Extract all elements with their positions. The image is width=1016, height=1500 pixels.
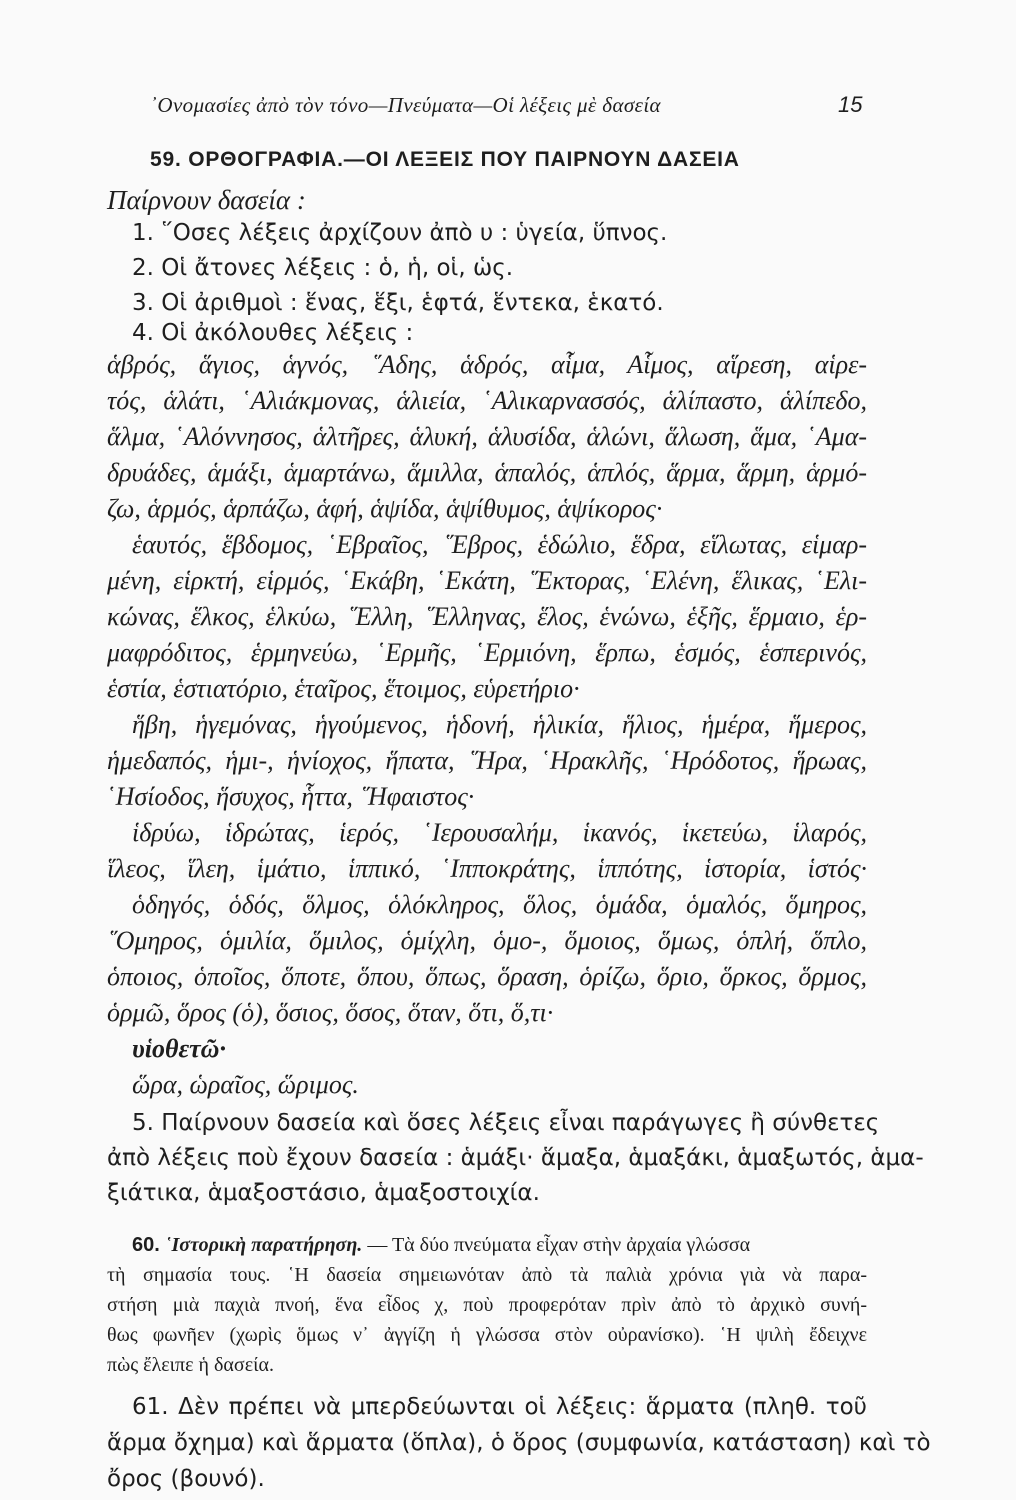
section-61-line: 61. Δὲν πρέπει νὰ μπερδεύωνται οἱ λέξεις: ἅρματα (πληθ. τοῦ [132, 1394, 867, 1420]
rule-5-line: ἀπὸ λέξεις ποὺ ἔχουν δασεία : ἁμάξι· ἅμαξα, ἁμαξάκι, ἁμαξωτός, ἁμα- [107, 1145, 924, 1171]
rule-1: 1. ῞Οσες λέξεις ἀρχίζουν ἀπὸ υ : ὑγεία, ὕπνος. [132, 220, 668, 246]
running-header: ᾿Ονομασίες ἀπὸ τὸν τόνο—Πνεύματα—Οἱ λέξεις μὲ δασεία [150, 93, 661, 117]
section-60-line: στήση μιὰ παχιὰ πνοή, ἕνα εἶδος χ, ποὺ προφερόταν πρὶν ἀπὸ τὸ ἀρχικὸ συνή- [107, 1294, 867, 1316]
word-line: ὁρμῶ, ὅρος (ὁ), ὅσιος, ὅσος, ὅταν, ὅτι, ὅ,τι· [107, 998, 554, 1027]
subheading: Παίρνουν δασεία : [107, 185, 306, 215]
section-60-number: 60. [132, 1234, 160, 1256]
rule-5-line: ξιάτικα, ἁμαξοστάσιο, ἁμαξοστοιχία. [107, 1180, 540, 1206]
rule-2: 2. Οἱ ἄτονες λέξεις : ὁ, ἡ, οἱ, ὡς. [132, 255, 514, 281]
word-line: ζω, ἁρμός, ἁρπάζω, ἁφή, ἁψίδα, ἁψίθυμος, ἁψίκορος· [107, 494, 663, 523]
word-line: κώνας, ἕλκος, ἑλκύω, ῞Ελλη, ῞Ελληνας, ἕλος, ἑνώνω, ἑξῆς, ἕρμαιο, ἑρ- [107, 602, 867, 631]
word-line: ὁποιος, ὁποῖος, ὅποτε, ὅπου, ὅπως, ὅραση, ὁρίζω, ὅριο, ὅρκος, ὅρμος, [107, 962, 867, 991]
page-number: 15 [838, 92, 863, 117]
word-line: δρυάδες, ἁμάξι, ἁμαρτάνω, ἅμιλλα, ἁπαλός, ἁπλός, ἅρμα, ἅρμη, ἁρμό- [107, 458, 867, 487]
word-line: μαφρόδιτος, ἑρμηνεύω, ῾Ερμῆς, ῾Ερμιόνη, ἕρπω, ἑσμός, ἑσπερινός, [107, 638, 867, 667]
section-59-title: 59. ΟΡΘΟΓΡΑΦΙΑ.—ΟΙ ΛΕΞΕΙΣ ΠΟΥ ΠΑΙΡΝΟΥΝ ΔΑΣΕΙΑ [150, 148, 740, 171]
section-60-heading [132, 1232, 750, 1258]
word-line: ὥρα, ὡραῖος, ὥριμος. [132, 1070, 359, 1099]
word-line: ἑστία, ἑστιατόριο, ἑταῖρος, ἕτοιμος, εὑρετήριο· [107, 674, 580, 703]
section-61-line: ὄρος (βουνό). [107, 1466, 265, 1492]
word-line: ῾Ησίοδος, ἥσυχος, ἧττα, ῞Ηφαιστος· [107, 782, 475, 811]
section-60-line: θως φωνῆεν (χωρὶς ὅμως ν᾿ ἀγγίζη ἡ γλώσσα στὸν οὐρανίσκο). ῾Η ψιλὴ ἔδειχνε [107, 1324, 867, 1346]
word-line: ἥβη, ἡγεμόνας, ἡγούμενος, ἡδονή, ἡλικία, ἥλιος, ἡμέρα, ἥμερος, [132, 710, 867, 739]
word-line: ἵλεος, ἵλεη, ἱμάτιο, ἱππικό, ῾Ιπποκράτης, ἱππότης, ἱστορία, ἱστός· [107, 854, 867, 883]
section-60-text: — Τὰ δύο πνεύματα εἶχαν στὴν ἀρχαία γλώσσα [367, 1234, 751, 1256]
word-line: ἁβρός, ἅγιος, ἁγνός, ῞Αδης, ἁδρός, αἷμα, Αἷμος, αἵρεση, αἱρε- [107, 350, 867, 379]
word-line: ὁδηγός, ὁδός, ὅλμος, ὁλόκληρος, ὅλος, ὁμάδα, ὁμαλός, ὅμηρος, [132, 890, 867, 919]
section-60-line: τὴ σημασία τους. ῾Η δασεία σημειωνόταν ἀπὸ τὰ παλιὰ χρόνια γιὰ νὰ παρα- [107, 1264, 867, 1286]
rule-3: 3. Οἱ ἀριθμοὶ : ἕνας, ἕξι, ἑφτά, ἕντεκα, ἑκατό. [132, 290, 664, 316]
word-line: μένη, εἱρκτή, εἱρμός, ῾Εκάβη, ῾Εκάτη, ῞Εκτορας, ῾Ελένη, ἕλικας, ῾Ελι- [107, 566, 867, 595]
word-line: ἅλμα, ῾Αλόννησος, ἁλτῆρες, ἁλυκή, ἁλυσίδα, ἁλώνι, ἅλωση, ἅμα, ῾Αμα- [107, 422, 867, 451]
section-60-line: πὼς ἔλειπε ἡ δασεία. [107, 1354, 274, 1376]
word-line: ἡμεδαπός, ἡμι-, ἡνίοχος, ἥπατα, ῞Ηρα, ῾Ηρακλῆς, ῾Ηρόδοτος, ἥρωας, [107, 746, 867, 775]
rule-5-line: 5. Παίρνουν δασεία καὶ ὅσες λέξεις εἶναι παράγωγες ἢ σύνθετες [132, 1110, 880, 1136]
word-line: υἱοθετῶ· [132, 1034, 226, 1063]
word-line: τός, ἁλάτι, ῾Αλιάκμονας, ἁλιεία, ῾Αλικαρνασσός, ἁλίπαστο, ἁλίπεδο, [107, 386, 867, 415]
rule-4: 4. Οἱ ἀκόλουθες λέξεις : [132, 320, 414, 346]
word-line: ἱδρύω, ἱδρώτας, ἱερός, ῾Ιερουσαλήμ, ἱκανός, ἱκετεύω, ἱλαρός, [132, 818, 867, 847]
word-line: ῞Ομηρος, ὁμιλία, ὅμιλος, ὁμίχλη, ὁμο-, ὅμοιος, ὅμως, ὁπλή, ὅπλο, [107, 926, 867, 955]
section-60-title: ῾Ιστορικὴ παρατήρηση. [164, 1234, 363, 1256]
word-line: ἑαυτός, ἕβδομος, ῾Εβραῖος, ῞Εβρος, ἑδώλιο, ἕδρα, εἵλωτας, εἱμαρ- [132, 530, 867, 559]
section-61-line: ἅρμα ὄχημα) καὶ ἅρματα (ὅπλα), ὁ ὅρος (συμφωνία, κατάσταση) καὶ τὸ [107, 1430, 931, 1456]
